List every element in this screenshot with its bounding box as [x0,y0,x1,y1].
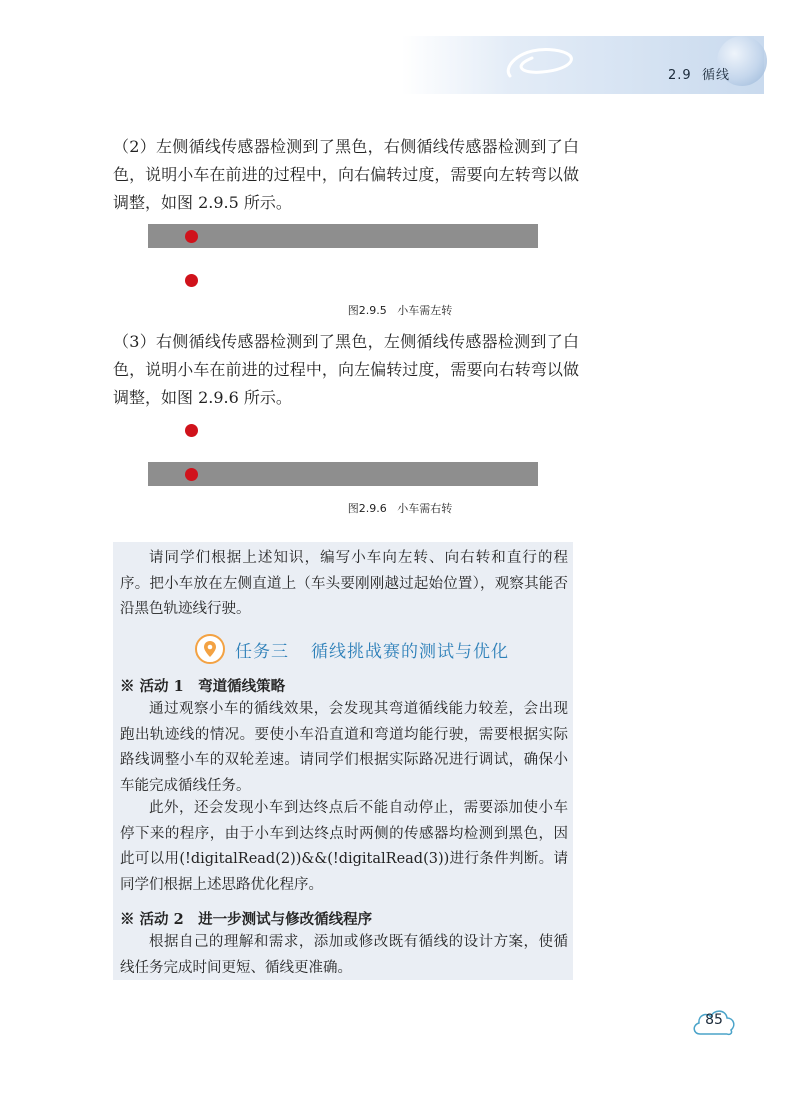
figure-2-caption [0,500,800,516]
activity-2-heading: ※ 活动 2 进一步测试与修改循线程序 [120,911,373,928]
figure-2-sensor-dot-left [185,424,198,437]
figure-2-title: 小车需右转 [397,502,453,515]
figure-2-sensor-dot-right [185,468,198,481]
swirl-decoration-icon [492,36,602,94]
figure-1-label: 图2.9.5 [347,304,387,317]
activity-1-heading: ※ 活动 1 弯道循线策略 [120,678,286,695]
task-heading [195,634,509,664]
page-number: 85 [705,1012,723,1028]
paragraph-right-sensor: （3）右侧循线传感器检测到了黑色，左侧循线传感器检测到了白色，说明小车在前进的过程中，向左偏转过度，需要向右转弯以做调整，如图 2.9.6 所示。 [113,332,579,407]
paragraph-left-sensor: （2）左侧循线传感器检测到了黑色，右侧循线传感器检测到了白色，说明小车在前进的过程中，向右偏转过度，需要向左转弯以做调整，如图 2.9.5 所示。 [113,137,579,212]
activity-intro: 请同学们根据上述知识，编写小车向左转、向右转和直行的程序。把小车放在左侧直道上（车头要刚刚越过起始位置），观察其能否沿黑色轨迹线行驶。 [120,550,568,617]
page-number-badge [690,1004,738,1040]
figure-1-track [148,224,538,248]
figure-2-label: 图2.9.6 [347,502,387,515]
figure-1-title: 小车需左转 [397,304,453,317]
task-title: 循线挑战赛的测试与优化 [311,641,509,662]
figure-1-sensor-dot-left [185,230,198,243]
location-pin-icon [195,634,225,664]
section-number: 2.9 [668,68,692,83]
activity-1-paragraph-2: 此外，还会发现小车到达终点后不能自动停止，需要添加使小车停下来的程序，由于小车到达终点时两侧的传感器均检测到黑色，因此可以用(!digitalRead(2))&&(!digitalRead(3))进行条件判断。请同学们根据上述思路优化程序。 [120,800,568,893]
task-prefix: 任务三 [235,641,289,662]
activity-2-paragraph-1: 根据自己的理解和需求，添加或修改既有循线的设计方案，使循线任务完成时间更短、循线更准确。 [120,934,568,976]
section-title: 循线 [701,68,730,83]
chapter-header-title [668,64,730,83]
figure-1-caption [0,302,800,318]
figure-1-sensor-dot-right [185,274,198,287]
figure-2-track [148,462,538,486]
activity-1-paragraph-1: 通过观察小车的循线效果，会发现其弯道循线能力较差，会出现跑出轨迹线的情况。要使小车沿直道和弯道均能行驶，需要根据实际路线调整小车的双轮差速。请同学们根据实际路况进行调试，确保小车能完成循线任务。 [120,701,568,794]
